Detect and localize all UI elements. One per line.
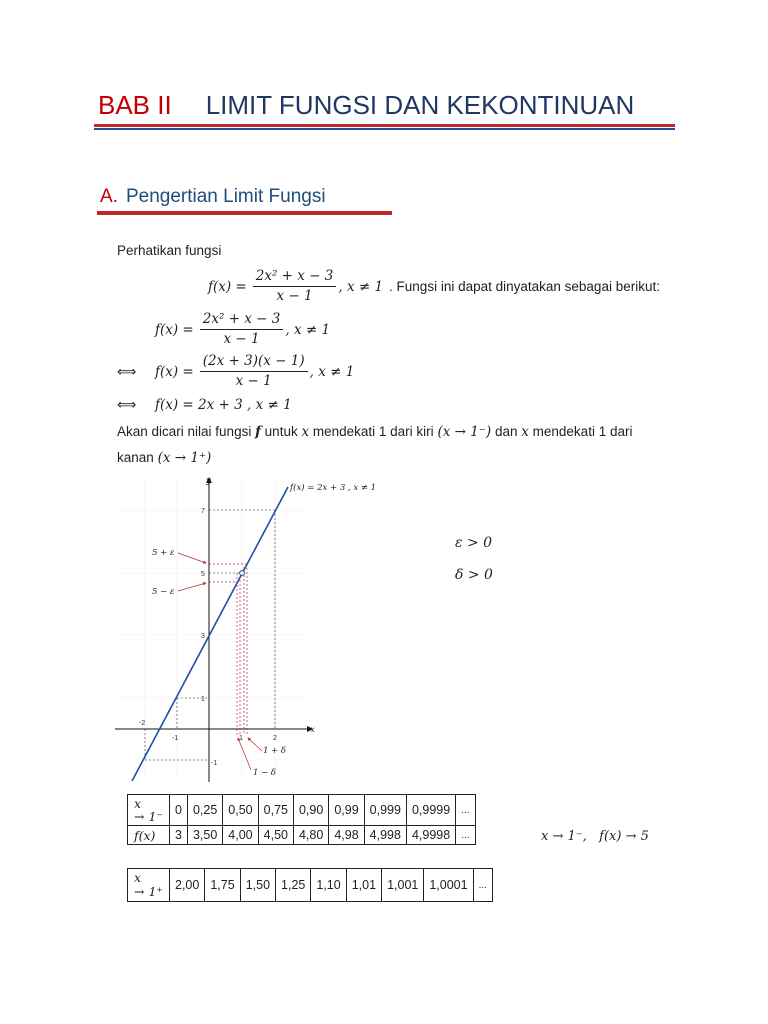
cell-x: 0,99 [329,795,364,826]
arrow-5-plus-epsilon [178,553,206,563]
eq2-denominator: x − 1 [223,331,260,347]
cell-x: 0,75 [258,795,293,826]
label-1-minus-delta: 1 − δ [253,768,277,778]
eq2-numerator: 2x² + x − 3 [200,311,284,330]
para-text-6: kanan [117,450,154,465]
y-axis-label: y [206,476,211,486]
eq1-tail: . Fungsi ini dapat dinyatakan sebagai berikut: [389,279,660,294]
arrow-5-minus-epsilon [178,583,206,591]
cell-fx: 4,00 [223,826,258,845]
para-f: f [255,424,261,440]
chapter-title: LIMIT FUNGSI DAN KEKONTINUAN [205,90,635,120]
para-x-2: x [521,424,529,440]
limit-graph [110,470,410,790]
cell-x: ... [456,795,475,826]
chapter-number: BAB II [98,90,172,120]
para-text-5: mendekati 1 dari [532,424,633,439]
cell-x: 0,9999 [406,795,455,826]
tick-x-1: 1 [239,735,243,742]
cell-x: 0,50 [223,795,258,826]
paragraph-line-2 [117,450,211,466]
chapter-heading [98,90,634,121]
cell-x: 2,00 [170,869,205,902]
tick-x-2: 2 [273,735,277,742]
section-title: Pengertian Limit Fungsi [125,186,326,207]
table-right-limit [127,868,493,902]
header-x-right [128,869,170,902]
chapter-rule-blue [94,128,675,130]
cell-x: 0,25 [187,795,222,826]
eq2-condition: , x ≠ 1 [285,321,331,338]
cell-x: 1,75 [205,869,240,902]
section-letter: A. [100,186,118,207]
function-line [132,487,288,781]
table-row [128,826,476,845]
para-text-4: dan [494,424,518,439]
intro-text: Perhatikan fungsi [117,243,222,258]
tick-x-m1: -1 [172,735,179,742]
eq3-condition: , x ≠ 1 [309,363,355,380]
chapter-rule-red [94,124,675,127]
para-text-2: untuk [264,424,298,439]
section-rule [97,211,392,215]
cell-x: 1,25 [276,869,311,902]
header-x-approach: → 1⁻ [134,809,163,824]
paragraph-line-1 [117,424,632,440]
cell-fx: 3,50 [187,826,222,845]
cell-fx: 4,50 [258,826,293,845]
tick-y-3: 3 [201,633,205,640]
eq3-lhs: f(x) = [155,363,194,380]
tick-y-m1: -1 [211,760,218,767]
delta-condition: δ > 0 [455,567,493,583]
eq1-condition: , x ≠ 1 [338,278,384,295]
cell-x: 1,01 [346,869,381,902]
cell-fx: 4,998 [364,826,406,845]
cell-x: 1,10 [311,869,346,902]
label-5-plus-epsilon: 5 + ε [152,548,175,558]
header-fx: f(x) [128,826,170,845]
cell-x: 0 [170,795,188,826]
eq1-lhs: f(x) = [208,278,247,295]
eq3-iff-symbol: ⟺ [117,363,137,379]
cell-x: 0,90 [293,795,328,826]
eq4-iff-symbol: ⟺ [117,397,137,412]
cell-fx: 3 [170,826,188,845]
eq2-lhs: f(x) = [155,321,194,338]
tick-y-1: 1 [201,696,205,703]
header-x-symbol: x [134,796,142,811]
table-left-limit [127,794,476,845]
cell-x: 1,001 [382,869,424,902]
equation-2 [155,311,330,348]
eq2-fraction [200,311,284,348]
para-text-3: mendekati 1 dari kiri [312,424,434,439]
arrow-1-minus-delta [238,738,251,770]
table-row [128,869,493,902]
header-x-left [128,795,170,826]
para-text-1: Akan dicari nilai fungsi [117,424,252,439]
arrow-1-plus-delta [248,738,262,751]
cell-x: 0,999 [364,795,406,826]
header-x-symbol: x [134,870,142,885]
para-limit-right: (x → 1⁺) [157,450,212,466]
equation-1 [208,268,660,305]
eq3-fraction [200,353,308,390]
cell-fx: 4,98 [329,826,364,845]
tick-x-m2: -2 [139,720,146,727]
header-x-approach: → 1⁺ [134,884,163,899]
hole-point [240,571,245,576]
epsilon-delta-guides [209,564,247,735]
tick-y-7: 7 [201,508,205,515]
cell-x: 1,50 [240,869,275,902]
equation-4 [117,397,292,413]
eq4-expression: f(x) = 2x + 3 , x ≠ 1 [155,397,292,413]
tick-y-5: 5 [201,571,205,578]
section-heading [100,186,326,208]
label-5-minus-epsilon: 5 − ε [152,587,175,597]
para-limit-left: (x → 1⁻) [437,424,492,440]
cell-x: ... [473,869,492,902]
label-1-plus-delta: 1 + δ [263,746,287,756]
epsilon-condition: ε > 0 [455,535,493,551]
table-row [128,795,476,826]
eq1-denominator: x − 1 [276,288,313,304]
eq1-fraction [253,268,337,305]
cell-fx: ... [456,826,475,845]
x-axis-label: x [310,725,315,735]
cell-fx: 4,9998 [406,826,455,845]
eq1-numerator: 2x² + x − 3 [253,268,337,287]
cell-x: 1,0001 [424,869,473,902]
function-label: f(x) = 2x + 3 , x ≠ 1 [290,483,377,493]
eq3-denominator: x − 1 [235,373,272,389]
cell-fx: 4,80 [293,826,328,845]
left-limit-note: x → 1⁻, f(x) → 5 [541,829,649,844]
eq3-numerator: (2x + 3)(x − 1) [200,353,308,372]
equation-3 [117,353,354,390]
para-x-1: x [301,424,310,440]
